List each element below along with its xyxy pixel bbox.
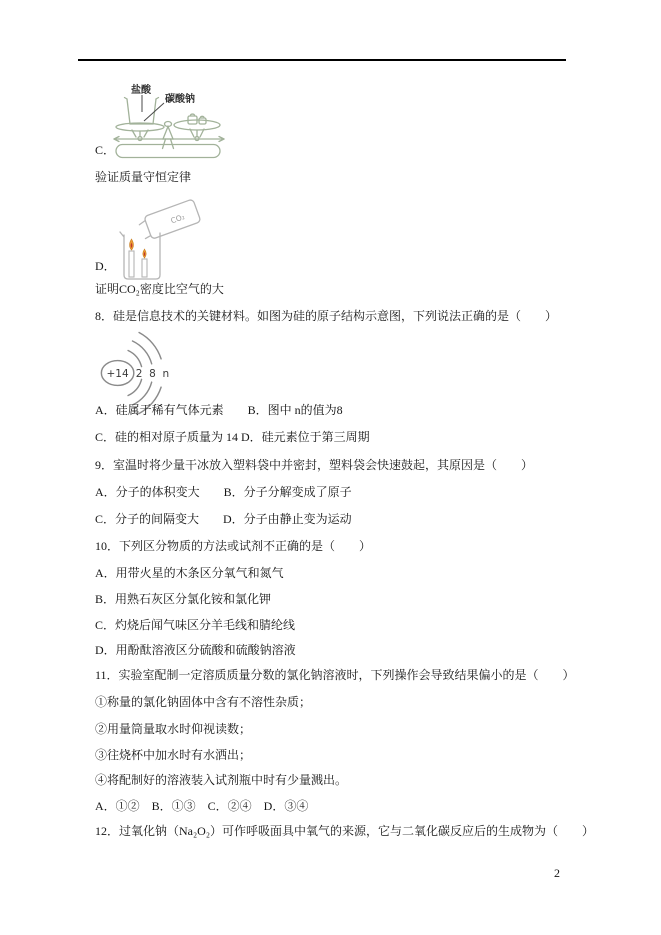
shell-electrons-3: n [162, 367, 170, 380]
question-10-stem: 10．下列区分物质的方法或试剂不正确的是（ ） [95, 539, 372, 553]
gas-bottle-icon [137, 199, 201, 242]
question-10-option-a: A．用带火星的木条区分氧气和氮气 [95, 566, 284, 580]
option-d-caption: 证明CO₂密度比空气的大 [95, 282, 224, 296]
question-8-options-ab: A．硅属于稀有气体元素 B．图中 n的值为8 [95, 403, 343, 417]
beaker-label: 盐酸 [131, 85, 151, 96]
balance-sketch [114, 98, 224, 158]
co2-pour-illustration [110, 195, 218, 285]
candle-icon-short [142, 259, 147, 277]
question-9-options-cd: C．分子的间隔变大 D．分子由静止变为运动 [95, 512, 352, 526]
pointer-icon [163, 127, 173, 140]
question-11-item-2: ②用量筒量取水时仰视读数； [95, 722, 252, 736]
question-10-option-b: B．用熟石灰区分氯化铵和氯化钾 [95, 592, 272, 606]
option-c-label: C． [95, 143, 116, 157]
candle-icon-tall [129, 251, 134, 277]
question-12-stem: 12．过氧化钠（Na₂O₂）可作呼吸面具中氧气的来源，它与二氧化碳反应后的生成物为（ ） [95, 824, 595, 838]
question-11-item-3: ③往烧杯中加水时有水洒出； [95, 748, 252, 762]
shell-electrons-2: 8 [149, 367, 156, 380]
balance-scale-illustration [102, 82, 234, 160]
shell-arc [132, 341, 151, 364]
balance-base [116, 145, 220, 158]
beaker-icon [120, 232, 160, 279]
bottle-gas-label: CO₂ [169, 212, 186, 226]
question-9-stem: 9．室温时将少量干冰放入塑料袋中并密封，塑料袋会快速鼓起，其原因是（ ） [95, 458, 534, 472]
question-10-option-c: C．灼烧后闻气味区分羊毛线和腈纶线 [95, 618, 296, 632]
question-9-options-ab: A．分子的体积变大 B．分子分解变成了原子 [95, 485, 352, 499]
question-11-item-1: ①称量的氯化钠固体中含有不溶性杂质； [95, 695, 312, 709]
nucleus-charge-label: +14 [106, 367, 129, 380]
question-8-options-cd: C．硅的相对原子质量为 14 D．硅元素位于第三周期 [95, 430, 370, 444]
candles [129, 239, 147, 277]
question-11-stem: 11．实验室配制一定溶质质量分数的氯化钠溶液时，下列操作会导致结果偏小的是（ ） [95, 668, 575, 682]
question-11-answer-options: A．①② B．①③ C．②④ D．③④ [95, 799, 309, 813]
shell-arc [139, 333, 161, 359]
question-10-option-d: D．用酚酞溶液区分硫酸和硫酸钠溶液 [95, 643, 296, 657]
substance-label: 碳酸钠 [165, 94, 195, 105]
option-c-caption: 验证质量守恒定律 [95, 170, 192, 184]
question-8-stem: 8．硅是信息技术的关键材料。如图为硅的原子结构示意图，下列说法正确的是（ ） [95, 309, 558, 323]
option-d-label: D． [95, 259, 116, 273]
page-number: 2 [554, 866, 560, 880]
label-pointer-lines [142, 95, 164, 121]
shell-electrons-1: 2 [135, 367, 143, 380]
header-rule [78, 59, 566, 61]
weight-icon-small [199, 118, 206, 124]
question-11-item-4: ④将配制好的溶液装入试剂瓶中时有少量溅出。 [95, 773, 348, 787]
post-legs [163, 139, 174, 149]
